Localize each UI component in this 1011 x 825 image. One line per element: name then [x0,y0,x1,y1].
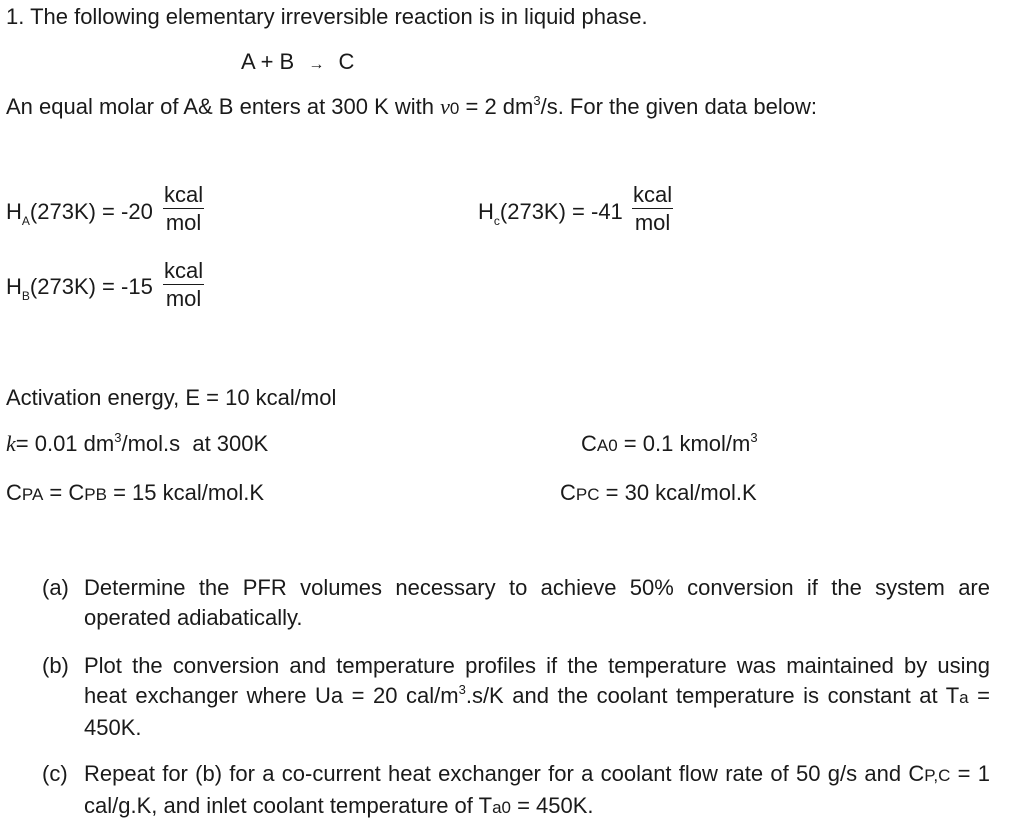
reaction-lhs: A + B [241,49,295,74]
heat-capacity-c [560,482,757,504]
enthalpy-b-unit [163,260,204,310]
cpc-value: = 30 kcal/mol.K [599,480,757,505]
enthalpy-b-subscript: B [21,289,30,303]
part-b-text2: .s/K and the coolant temperature is constant at T [465,683,960,708]
enthalpy-c [478,199,623,228]
activation-energy: Activation energy, E = 10 kcal/mol [6,385,337,410]
rate-constant-symbol: k [6,431,16,456]
part-c-label: (c) [42,761,68,786]
feed-statement [6,93,817,119]
cp-ab-value: = 15 kcal/mol.K [106,480,265,505]
enthalpy-a [6,199,153,228]
question-heading: 1. The following elementary irreversible reaction is in liquid phase. [6,4,648,29]
enthalpy-b-unit-num: kcal [164,258,204,283]
reaction-rhs: C [338,49,355,74]
part-b [42,651,990,743]
enthalpy-c-value: (273K) = -41 [499,199,623,224]
part-c-text1: Repeat for (b) for a co-current heat exchanger for a coolant flow rate of 50 g/s and C [84,761,925,786]
part-c-subscript1: P,C [924,766,951,785]
feed-prefix: An equal molar of A& B enters at 300 K with [6,94,441,119]
enthalpy-a-value: (273K) = -20 [29,199,153,224]
reaction-arrow-icon: → [308,56,325,73]
cpc-subscript: PC [575,485,600,504]
part-a-label: (a) [42,575,69,600]
part-b-exponent: 3 [458,682,466,697]
flow-symbol: v [440,94,450,119]
enthalpy-b [6,274,153,303]
rate-constant-value: = 0.01 dm [15,431,115,456]
part-b-text [84,651,990,743]
ca0-symbol: C [581,431,597,456]
enthalpy-b-unit-den: mol [165,286,202,311]
feed-suffix: /s. For the given data below: [540,94,817,119]
rate-constant [6,430,269,456]
enthalpy-b-symbol: H [6,274,22,299]
ca0-subscript: A0 [596,436,618,455]
enthalpy-c-subscript: c [493,214,500,228]
heat-capacity-ab [6,482,264,504]
part-c-subscript2: a0 [492,798,511,817]
ca0-value: = 0.1 kmol/m [617,431,751,456]
feed-exponent: 3 [533,93,541,108]
enthalpy-a-unit-den: mol [165,210,202,235]
cpb-subscript: PB [84,485,107,504]
feed-mid: = 2 dm [459,94,534,119]
enthalpy-a-unit-num: kcal [164,182,204,207]
part-c-text2: = 1 cal/g.K, and inlet coolant temperature of T [84,761,990,818]
enthalpy-a-unit [163,184,204,234]
enthalpy-a-symbol: H [6,199,22,224]
enthalpy-c-unit-num: kcal [633,182,673,207]
rate-constant-exponent: 3 [114,430,122,445]
part-b-text1: Plot the conversion and temperature profiles if the temperature was maintained by using heat exchanger where Ua = 20 cal/m [84,653,990,708]
ca0-exponent: 3 [750,430,758,445]
flow-subscript: 0 [449,99,460,118]
part-c-text [84,759,990,823]
cpa-subscript: PA [21,485,44,504]
part-c-text3: = 450K. [510,793,594,818]
rate-constant-suffix: /mol.s at 300K [121,431,269,456]
cpb-symbol: = C [43,480,85,505]
part-b-label: (b) [42,653,69,678]
enthalpy-c-unit [632,184,673,234]
enthalpy-b-value: (273K) = -15 [29,274,153,299]
initial-concentration [581,430,758,456]
reaction-equation [241,51,354,73]
enthalpy-a-subscript: A [21,214,30,228]
enthalpy-c-unit-den: mol [634,210,671,235]
part-c [42,759,990,823]
cpa-symbol: C [6,480,22,505]
part-b-subscript: a [959,688,969,707]
enthalpy-c-symbol: H [478,199,494,224]
cpc-symbol: C [560,480,576,505]
part-a-text: Determine the PFR volumes necessary to achieve 50% conversion if the system are operated adiabatically. [84,575,990,630]
part-a [42,573,990,633]
part-b-text3: = 450K. [84,683,990,740]
